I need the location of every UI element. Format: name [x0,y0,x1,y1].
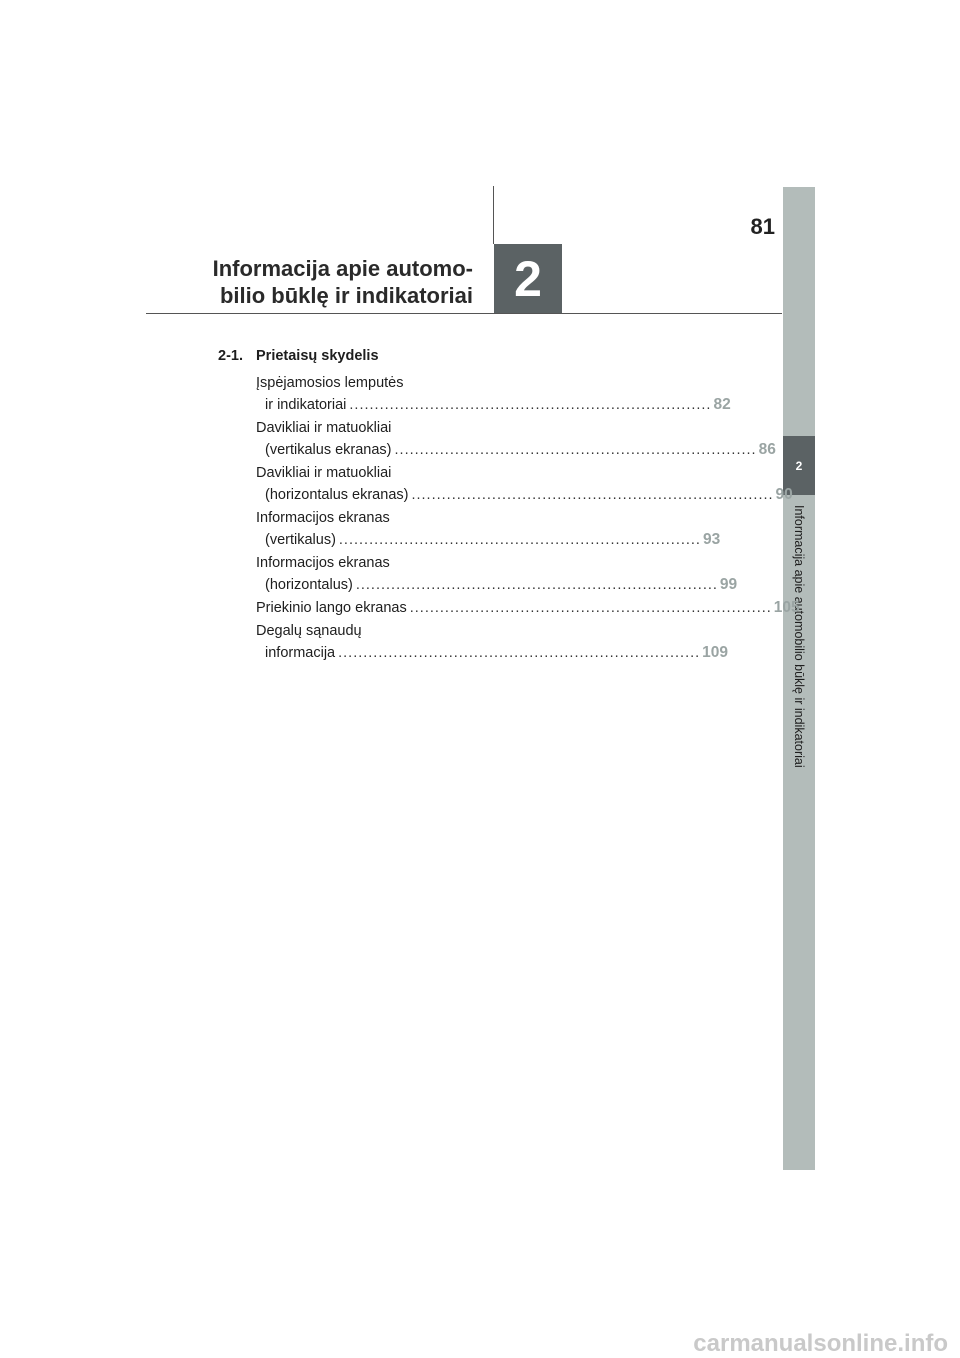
section-heading [218,346,468,366]
toc-leader-dots: ........................................................................ [349,397,712,413]
section-number: 2-1. [218,348,243,364]
toc-entry-line2: (horizontalus) [265,577,353,593]
toc-entry[interactable] [256,552,738,596]
toc-page-link[interactable]: 82 [713,396,731,413]
toc-entry[interactable] [256,372,731,416]
toc-leader-dots: ........................................................................ [394,442,757,458]
section-title: Prietaisų skydelis [256,348,379,364]
chapter-title-line-1: Informacija apie automo- [212,256,473,281]
toc-entry[interactable] [256,507,721,551]
toc-entry-line1: Degalų sąnaudų [256,623,362,639]
toc-entry-line1: Informacijos ekranas [256,510,390,526]
chapter-number-block: 2 [494,244,562,313]
toc-leader-dots: ........................................................................ [338,532,701,548]
toc-entry[interactable] [256,597,800,619]
side-tab-chapter-number[interactable]: 2 [783,436,815,495]
toc-leader-dots: ........................................................................ [411,487,774,503]
toc-entry-line2: informacija [265,645,336,661]
toc-leader-dots: ........................................................................ [355,577,718,593]
side-tab-chapter-label [783,505,815,830]
toc-page-link[interactable]: 109 [702,644,729,661]
page-number: 81 [750,214,775,239]
toc-entry-line2: (horizontalus ekranas) [265,487,409,503]
toc-page-link[interactable]: 86 [758,441,776,458]
toc-page-link[interactable]: 90 [775,486,793,503]
toc-entry-line1: Davikliai ir matuokliai [256,420,392,436]
header-horizontal-rule [146,313,782,314]
toc-entry-line1: Priekinio lango ekranas [256,600,407,616]
toc-leader-dots: ........................................................................ [338,645,701,661]
toc-entry[interactable] [256,462,793,506]
watermark: carmanualsonline.info [693,1330,948,1357]
header-vertical-rule [493,186,494,244]
table-of-contents [218,346,800,664]
toc-entry-line2: (vertikalus ekranas) [265,442,392,458]
toc-entry-line1: Davikliai ir matuokliai [256,465,392,481]
chapter-title [160,255,473,309]
toc-page-link[interactable]: 99 [719,576,738,593]
chapter-title-line-2: bilio būklę ir indikatoriai [219,283,473,308]
toc-page-link[interactable]: 93 [702,531,721,548]
toc-entry-line2: (vertikalus) [265,532,336,548]
toc-entry[interactable] [256,620,729,664]
toc-entry-line2: ir indikatoriai [265,397,347,413]
side-tab-chapter-text: Informacija apie automobilio būklę ir indikatoriai [792,505,806,768]
toc-page-link[interactable]: 105 [773,599,800,616]
toc-leader-dots: ........................................................................ [409,600,772,616]
toc-entry-line1: Įspėjamosios lemputės [256,375,404,391]
toc-entry[interactable] [256,417,776,461]
toc-entry-line1: Informacijos ekranas [256,555,390,571]
